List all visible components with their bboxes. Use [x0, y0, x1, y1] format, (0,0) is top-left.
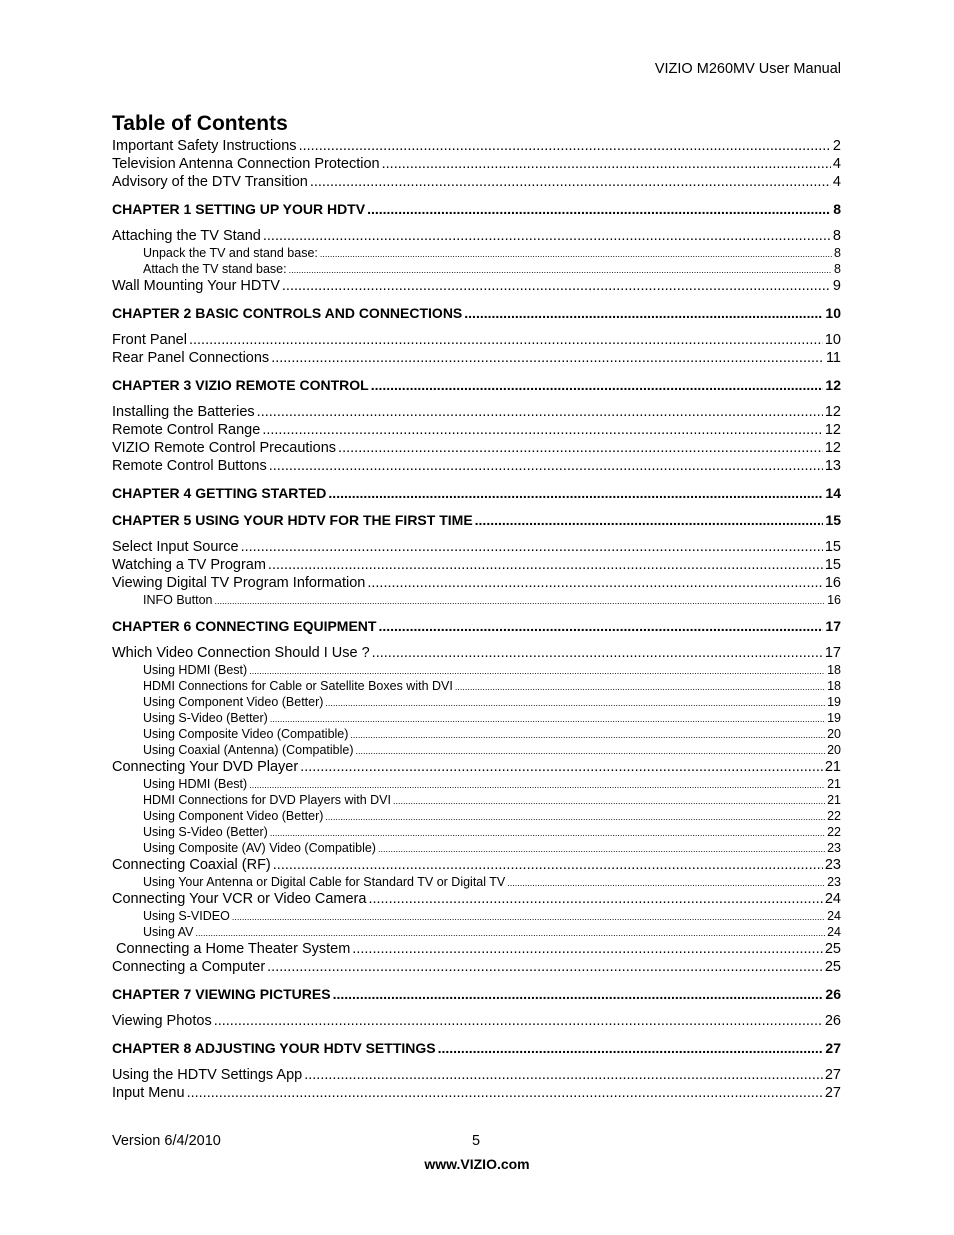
toc-dot-leader: [257, 403, 823, 421]
toc-entry[interactable]: [112, 227, 841, 245]
toc-dot-leader: [464, 304, 823, 322]
toc-entry-title: Using HDMI (Best): [143, 663, 248, 677]
toc-entry-title: Rear Panel Connections: [112, 350, 270, 366]
toc-entry[interactable]: [112, 137, 841, 155]
toc-chapter-entry[interactable]: [112, 1039, 841, 1057]
toc-subentry[interactable]: [112, 792, 841, 808]
toc-dot-leader: [325, 695, 825, 710]
toc-page-number: 21: [824, 759, 841, 775]
toc-subentry[interactable]: [112, 710, 841, 726]
toc-page-number: 4: [832, 156, 841, 172]
toc-dot-leader: [367, 200, 831, 218]
toc-dot-leader: [299, 137, 831, 155]
toc-page-number: 17: [825, 618, 841, 634]
toc-chapter-entry[interactable]: [112, 484, 841, 502]
toc-dot-leader: [214, 593, 825, 608]
toc-entry-title: HDMI Connections for Cable or Satellite Boxes with DVI: [143, 679, 453, 693]
toc-entry-title: Using S-Video (Better): [143, 825, 268, 839]
toc-dot-leader: [304, 1066, 823, 1084]
toc-entry-title: Television Antenna Connection Protection: [112, 156, 380, 172]
toc-chapter-entry[interactable]: [112, 511, 841, 529]
toc-dot-leader: [325, 809, 825, 824]
toc-dot-leader: [263, 227, 831, 245]
toc-entry-title: Unpack the TV and stand base:: [143, 246, 318, 260]
toc-subentry[interactable]: [112, 726, 841, 742]
toc-page-number: 25: [824, 959, 841, 975]
toc-dot-leader: [438, 1039, 824, 1057]
toc-dot-leader: [371, 376, 824, 394]
toc-entry-title: Connecting Your DVD Player: [112, 759, 299, 775]
toc-dot-leader: [262, 421, 823, 439]
footer-version: Version 6/4/2010: [112, 1133, 221, 1149]
toc-page-number: 15: [824, 557, 841, 573]
toc-page-number: 24: [827, 909, 841, 923]
toc-chapter-entry[interactable]: [112, 617, 841, 635]
toc-page-number: 23: [824, 857, 841, 873]
toc-entry[interactable]: [112, 758, 841, 776]
toc-entry[interactable]: [112, 856, 841, 874]
toc-dot-leader: [241, 538, 823, 556]
toc-page-number: 20: [827, 727, 841, 741]
toc-entry-title: CHAPTER 1 SETTING UP YOUR HDTV: [112, 201, 366, 217]
toc-title: Table of Contents: [112, 112, 288, 135]
toc-page-number: 17: [824, 645, 841, 661]
toc-page-number: 26: [824, 1013, 841, 1029]
toc-page-number: 27: [824, 1085, 841, 1101]
toc-page-number: 27: [825, 1040, 841, 1056]
toc-entry-title: Installing the Batteries: [112, 404, 255, 420]
toc-entry-title: Viewing Photos: [112, 1013, 212, 1029]
toc-dot-leader: [378, 841, 825, 856]
toc-dot-leader: [249, 777, 825, 792]
toc-chapter-entry[interactable]: [112, 304, 841, 322]
toc-dot-leader: [189, 331, 823, 349]
toc-dot-leader: [271, 349, 824, 367]
toc-entry-title: Using S-VIDEO: [143, 909, 230, 923]
toc-page-number: 23: [827, 841, 841, 855]
toc-page-number: 20: [827, 743, 841, 757]
toc-dot-leader: [270, 711, 825, 726]
toc-entry-title: Front Panel: [112, 332, 187, 348]
toc-entry-title: Which Video Connection Should I Use ?: [112, 645, 370, 661]
toc-dot-leader: [507, 875, 825, 890]
toc-dot-leader: [393, 793, 825, 808]
toc-subentry[interactable]: [112, 824, 841, 840]
toc-page-number: 11: [825, 350, 841, 366]
toc-dot-leader: [273, 856, 823, 874]
toc-subentry[interactable]: [112, 742, 841, 758]
toc-entry-title: CHAPTER 8 ADJUSTING YOUR HDTV SETTINGS: [112, 1040, 436, 1056]
toc-entry-title: CHAPTER 7 VIEWING PICTURES: [112, 986, 331, 1002]
toc-subentry[interactable]: [112, 808, 841, 824]
toc-subentry[interactable]: [112, 924, 841, 940]
toc-entry-title: Connecting a Home Theater System: [112, 941, 351, 957]
toc-page-number: 10: [825, 305, 841, 321]
toc-page-number: 19: [827, 695, 841, 709]
toc-entry-title: Remote Control Range: [112, 422, 261, 438]
toc-entry-title: Connecting Coaxial (RF): [112, 857, 271, 873]
toc-dot-leader: [368, 890, 822, 908]
toc-dot-leader: [214, 1012, 823, 1030]
toc-dot-leader: [475, 511, 824, 529]
toc-entry-title: Input Menu: [112, 1085, 185, 1101]
toc-page-number: 25: [824, 941, 841, 957]
toc-dot-leader: [350, 727, 825, 742]
toc-entry-title: Using Composite (AV) Video (Compatible): [143, 841, 376, 855]
table-of-contents: [112, 137, 841, 1102]
toc-entry-title: HDMI Connections for DVD Players with DVI: [143, 793, 391, 807]
toc-page-number: 24: [824, 891, 841, 907]
toc-subentry[interactable]: [112, 261, 841, 277]
toc-entry[interactable]: [112, 890, 841, 908]
toc-chapter-entry[interactable]: [112, 985, 841, 1003]
toc-chapter-entry[interactable]: [112, 200, 841, 218]
toc-subentry[interactable]: [112, 662, 841, 678]
toc-entry-title: Using the HDTV Settings App: [112, 1067, 303, 1083]
toc-page-number: 9: [832, 278, 841, 294]
toc-dot-leader: [310, 173, 831, 191]
toc-page-number: 16: [827, 593, 841, 607]
toc-entry[interactable]: [112, 644, 841, 662]
toc-subentry[interactable]: [112, 908, 841, 924]
toc-entry[interactable]: [112, 574, 841, 592]
toc-page-number: 12: [824, 440, 841, 456]
toc-entry-title: Attaching the TV Stand: [112, 228, 261, 244]
toc-entry-title: Using Composite Video (Compatible): [143, 727, 349, 741]
toc-dot-leader: [382, 155, 831, 173]
toc-dot-leader: [455, 679, 825, 694]
toc-entry[interactable]: [112, 538, 841, 556]
toc-subentry[interactable]: [112, 678, 841, 694]
toc-dot-leader: [268, 556, 823, 574]
toc-page-number: 14: [825, 485, 841, 501]
toc-entry-title: CHAPTER 4 GETTING STARTED: [112, 485, 327, 501]
footer-page-number: 5: [472, 1133, 481, 1149]
toc-page-number: 21: [827, 777, 841, 791]
toc-entry-title: CHAPTER 2 BASIC CONTROLS AND CONNECTIONS: [112, 305, 463, 321]
toc-dot-leader: [333, 985, 824, 1003]
toc-entry-title: Remote Control Buttons: [112, 458, 267, 474]
toc-entry[interactable]: [112, 173, 841, 191]
toc-subentry[interactable]: [112, 592, 841, 608]
toc-entry-title: Connecting Your VCR or Video Camera: [112, 891, 367, 907]
toc-entry[interactable]: [112, 958, 841, 976]
toc-page-number: 12: [825, 377, 841, 393]
toc-dot-leader: [289, 262, 832, 277]
toc-page-number: 22: [827, 809, 841, 823]
toc-page-number: 21: [827, 793, 841, 807]
toc-entry-title: CHAPTER 3 VIZIO REMOTE CONTROL: [112, 377, 369, 393]
toc-dot-leader: [300, 758, 823, 776]
toc-page-number: 15: [824, 539, 841, 555]
toc-entry-title: INFO Button: [143, 593, 213, 607]
toc-entry-title: VIZIO Remote Control Precautions: [112, 440, 337, 456]
toc-entry-title: Connecting a Computer: [112, 959, 266, 975]
toc-dot-leader: [269, 457, 823, 475]
toc-dot-leader: [187, 1084, 823, 1102]
toc-dot-leader: [270, 825, 825, 840]
toc-entry-title: Select Input Source: [112, 539, 239, 555]
toc-page-number: 22: [827, 825, 841, 839]
toc-dot-leader: [249, 663, 825, 678]
toc-dot-leader: [328, 484, 823, 502]
toc-page-number: 4: [832, 174, 841, 190]
toc-page-number: 18: [827, 663, 841, 677]
toc-page-number: 2: [832, 138, 841, 154]
toc-entry-title: Using Coaxial (Antenna) (Compatible): [143, 743, 354, 757]
toc-entry-title: Using HDMI (Best): [143, 777, 248, 791]
toc-dot-leader: [372, 644, 823, 662]
toc-entry-title: Using S-Video (Better): [143, 711, 268, 725]
toc-page-number: 8: [834, 246, 841, 260]
toc-entry[interactable]: [112, 1012, 841, 1030]
toc-entry-title: Using Your Antenna or Digital Cable for Standard TV or Digital TV: [143, 875, 506, 889]
toc-chapter-entry[interactable]: [112, 376, 841, 394]
toc-page-number: 12: [824, 422, 841, 438]
toc-entry[interactable]: [112, 457, 841, 475]
toc-dot-leader: [267, 958, 823, 976]
toc-dot-leader: [320, 246, 832, 261]
toc-entry-title: Wall Mounting Your HDTV: [112, 278, 280, 294]
toc-page-number: 15: [825, 512, 841, 528]
toc-dot-leader: [378, 617, 823, 635]
toc-page-number: 27: [824, 1067, 841, 1083]
toc-page-number: 19: [827, 711, 841, 725]
footer-url: www.VIZIO.com: [424, 1156, 530, 1172]
toc-subentry[interactable]: [112, 840, 841, 856]
toc-entry[interactable]: [112, 1066, 841, 1084]
toc-entry-title: Important Safety Instructions: [112, 138, 297, 154]
toc-entry-title: Watching a TV Program: [112, 557, 266, 573]
toc-entry[interactable]: [112, 277, 841, 295]
toc-entry[interactable]: [112, 421, 841, 439]
toc-page-number: 8: [832, 228, 841, 244]
toc-dot-leader: [352, 940, 823, 958]
toc-subentry[interactable]: [112, 694, 841, 710]
toc-subentry[interactable]: [112, 874, 841, 890]
toc-entry[interactable]: [112, 1084, 841, 1102]
manual-title: VIZIO M260MV User Manual: [654, 61, 841, 77]
toc-page-number: 8: [834, 262, 841, 276]
toc-page-number: 8: [833, 201, 841, 217]
toc-page-number: 23: [827, 875, 841, 889]
toc-entry[interactable]: [112, 439, 841, 457]
toc-entry[interactable]: [112, 331, 841, 349]
toc-dot-leader: [282, 277, 831, 295]
toc-entry[interactable]: [112, 556, 841, 574]
toc-dot-leader: [232, 909, 825, 924]
toc-subentry[interactable]: [112, 245, 841, 261]
toc-entry-title: CHAPTER 5 USING YOUR HDTV FOR THE FIRST TIME: [112, 512, 473, 528]
toc-entry[interactable]: [112, 940, 841, 958]
toc-entry-title: CHAPTER 6 CONNECTING EQUIPMENT: [112, 618, 377, 634]
toc-page-number: 16: [824, 575, 841, 591]
toc-entry[interactable]: [112, 155, 841, 173]
toc-entry-title: Using Component Video (Better): [143, 695, 324, 709]
toc-page-number: 26: [825, 986, 841, 1002]
toc-dot-leader: [356, 743, 826, 758]
toc-dot-leader: [367, 574, 823, 592]
toc-entry-title: Viewing Digital TV Program Information: [112, 575, 366, 591]
toc-entry[interactable]: [112, 349, 841, 367]
toc-entry-title: Using AV: [143, 925, 194, 939]
toc-entry-title: Using Component Video (Better): [143, 809, 324, 823]
toc-page-number: 18: [827, 679, 841, 693]
toc-page-number: 10: [824, 332, 841, 348]
toc-page-number: 24: [827, 925, 841, 939]
toc-entry-title: Advisory of the DTV Transition: [112, 174, 308, 190]
toc-page-number: 13: [824, 458, 841, 474]
toc-page-number: 12: [824, 404, 841, 420]
toc-subentry[interactable]: [112, 776, 841, 792]
toc-dot-leader: [196, 925, 826, 940]
toc-dot-leader: [338, 439, 823, 457]
toc-entry[interactable]: [112, 403, 841, 421]
toc-entry-title: Attach the TV stand base:: [143, 262, 287, 276]
